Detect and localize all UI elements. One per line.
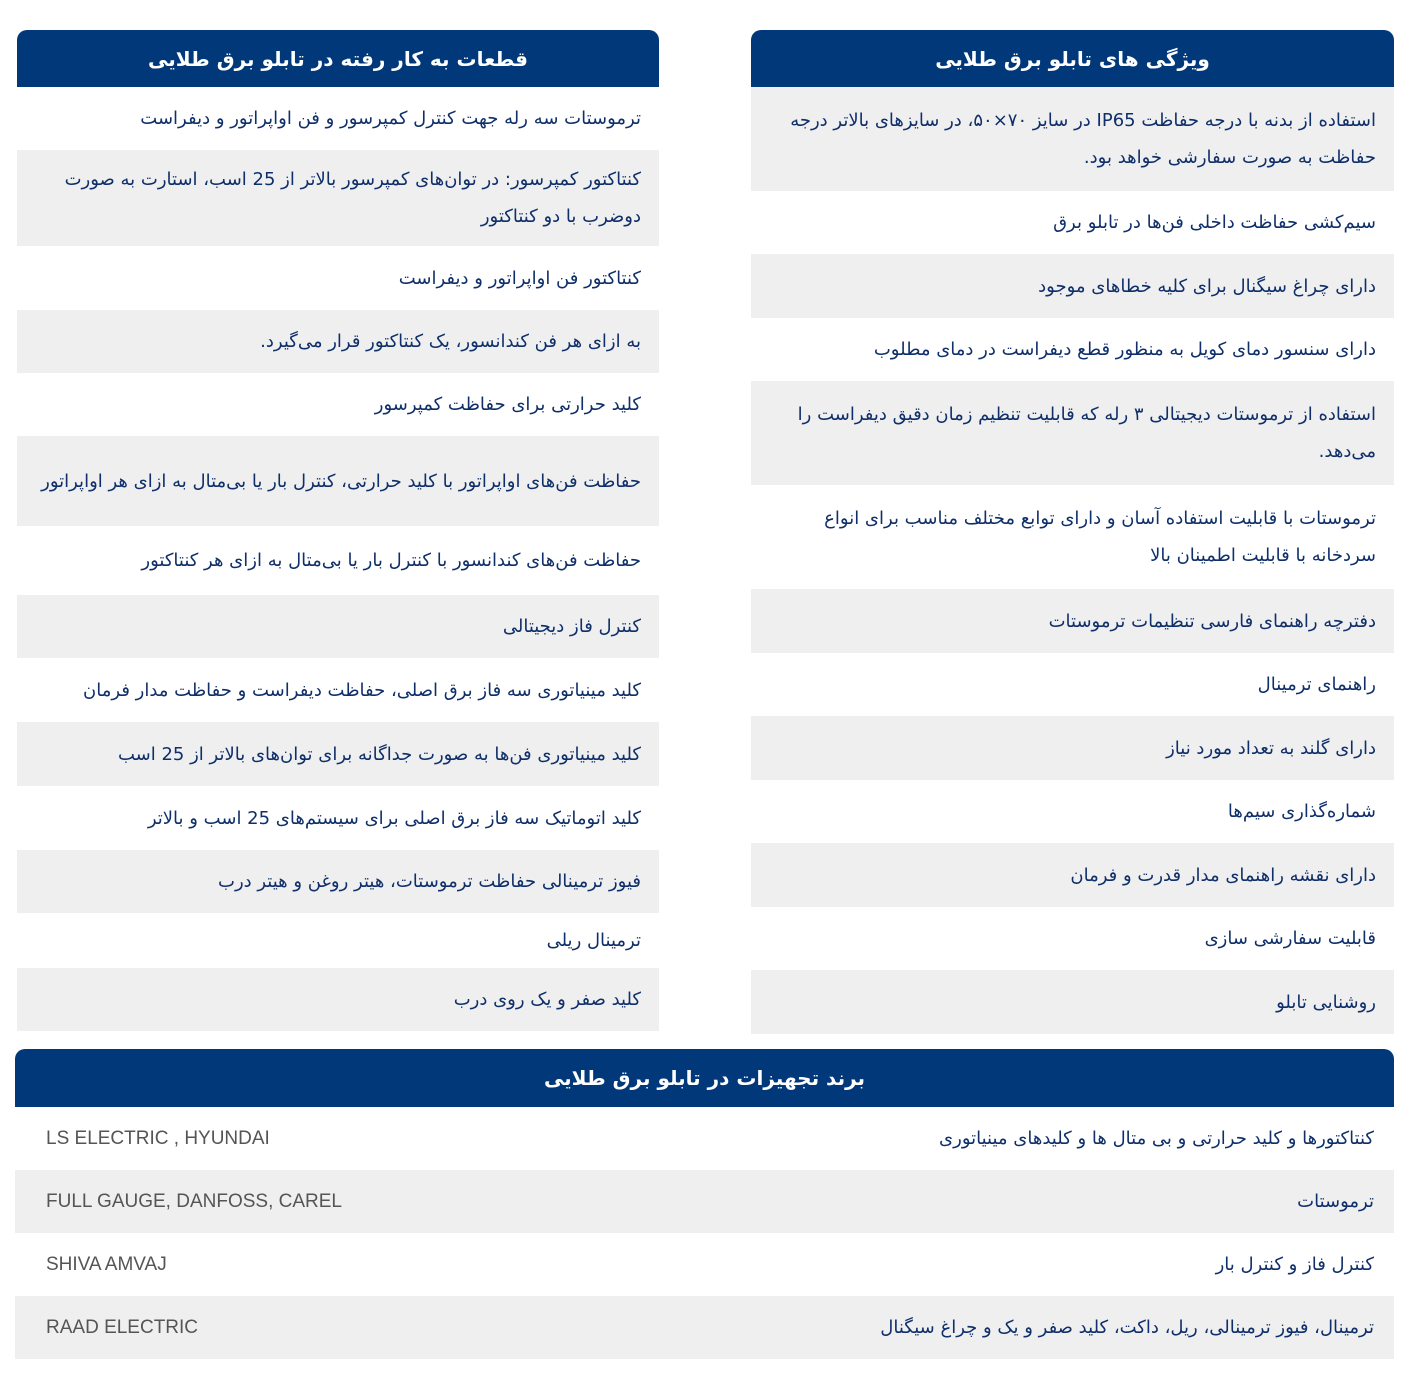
list-item-text: شماره‌گذاری سیم‌ها [1227,801,1376,822]
list-item-text: سیم‌کشی حفاظت داخلی فن‌ها در تابلو برق [1053,212,1376,233]
list-item [17,913,659,968]
list-item [17,436,659,526]
list-item [17,87,659,150]
list-item [17,373,659,436]
list-item-text: کلید مینیاتوری فن‌ها به صورت جداگانه برای توان‌های بالاتر از 25 اسب [118,743,641,765]
brands-panel-title: برند تجهیزات در تابلو برق طلایی [15,1049,1394,1107]
features-panel-title: ویژگی های تابلو برق طلایی [751,30,1394,87]
list-item-text: حفاظت فن‌های اواپراتور با کلید حرارتی، کنترل بار یا بی‌متال به ازای هر اواپراتور [41,470,641,492]
list-item-text: کلید حرارتی برای حفاظت کمپرسور [374,394,641,415]
list-item [751,907,1394,970]
list-item-text: ترمینال ریلی [546,930,641,951]
list-item [751,843,1394,907]
list-item [17,526,659,595]
list-item [17,310,659,373]
list-item [751,254,1394,318]
brands-table [15,1107,1394,1359]
list-item [17,786,659,850]
list-item-text: دارای نقشه راهنمای مدار قدرت و فرمان [1070,864,1376,886]
list-item-text: دارای چراغ سیگنال برای کلیه خطاهای موجود [1038,275,1376,297]
table-row [15,1296,1394,1359]
list-item [17,246,659,310]
list-item-text: دارای گلند به تعداد مورد نیاز [1166,737,1376,759]
list-item-text: ترموستات سه رله جهت کنترل کمپرسور و فن اواپراتور و دیفراست [140,108,641,129]
list-item-text: قابلیت سفارشی سازی [1204,928,1376,949]
list-item [751,191,1394,254]
components-list [17,87,659,1031]
features-panel [751,30,1394,1034]
components-panel [17,30,659,1031]
components-panel-title: قطعات به کار رفته در تابلو برق طلایی [17,30,659,87]
list-item-text: کنتاکتور کمپرسور: در توان‌های کمپرسور بالاتر از 25 اسب، استارت به صورت دوضرب با دو کنتاکتور [64,169,641,227]
equipment-category: کنتاکتورها و کلید حرارتی و بی متال ها و کلیدهای مینیاتوری [939,1128,1374,1149]
list-item-text: فیوز ترمینالی حفاظت ترموستات، هیتر روغن و هیتر درب [218,871,641,892]
list-item-text: کلید مینیاتوری سه فاز برق اصلی، حفاظت دیفراست و حفاظت مدار فرمان [83,679,641,701]
list-item [17,595,659,658]
brand-names: SHIVA AMVAJ [46,1253,167,1275]
list-item-text: دارای سنسور دمای کویل به منظور قطع دیفراست در دمای مطلوب [873,339,1376,360]
table-row [15,1107,1394,1170]
table-row [15,1233,1394,1296]
list-item-text: استفاده از ترموستات دیجیتالی ۳ رله که قابلیت تنظیم زمان دقیق دیفراست را می‌دهد. [797,404,1376,462]
list-item-text: به ازای هر فن کندانسور، یک کنتاکتور قرار می‌گیرد. [260,331,641,352]
list-item-text: استفاده از بدنه با درجه حفاظت IP65 در سایز ۷۰×۵۰، در سایزهای بالاتر درجه حفاظت به صورت سفارشی خواهد بود. [790,110,1376,168]
list-item [17,658,659,722]
table-row [15,1170,1394,1233]
brand-names: LS ELECTRIC , HYUNDAI [46,1127,270,1149]
brands-panel [15,1049,1394,1359]
list-item-text: روشنایی تابلو [1276,991,1376,1013]
brand-names: RAAD ELECTRIC [46,1316,199,1338]
list-item [751,318,1394,381]
list-item [751,653,1394,716]
list-item-text: ترموستات با قابلیت استفاده آسان و دارای توابع مختلف مناسب برای انواع سردخانه با قابلیت اطمینان بالا [824,508,1376,566]
features-list [751,87,1394,1034]
list-item [17,722,659,786]
list-item [751,970,1394,1034]
list-item-text: راهنمای ترمینال [1257,674,1376,695]
list-item-text: کنتاکتور فن اواپراتور و دیفراست [398,267,641,289]
list-item-text: حفاظت فن‌های کندانسور با کنترل بار یا بی‌متال به ازای هر کنتاکتور [141,550,641,571]
equipment-category: ترمینال، فیوز ترمینالی، ریل، داکت، کلید صفر و یک و چراغ سیگنال [880,1317,1374,1338]
brand-names: FULL GAUGE, DANFOSS, CAREL [46,1190,342,1212]
list-item [751,381,1394,485]
list-item [751,589,1394,653]
equipment-category: کنترل فاز و کنترل بار [1215,1254,1374,1275]
list-item-text: کنترل فاز دیجیتالی [502,616,641,637]
list-item [751,780,1394,843]
list-item [17,850,659,913]
list-item-text: کلید صفر و یک روی درب [453,989,641,1010]
list-item [17,968,659,1031]
list-item-text: کلید اتوماتیک سه فاز برق اصلی برای سیستم‌های 25 اسب و بالاتر [147,807,641,829]
list-item [17,150,659,246]
list-item [751,87,1394,191]
list-item-text: دفترچه راهنمای فارسی تنظیمات ترموستات [1048,610,1376,632]
list-item [751,716,1394,780]
equipment-category: ترموستات [1297,1191,1374,1212]
list-item [751,485,1394,589]
